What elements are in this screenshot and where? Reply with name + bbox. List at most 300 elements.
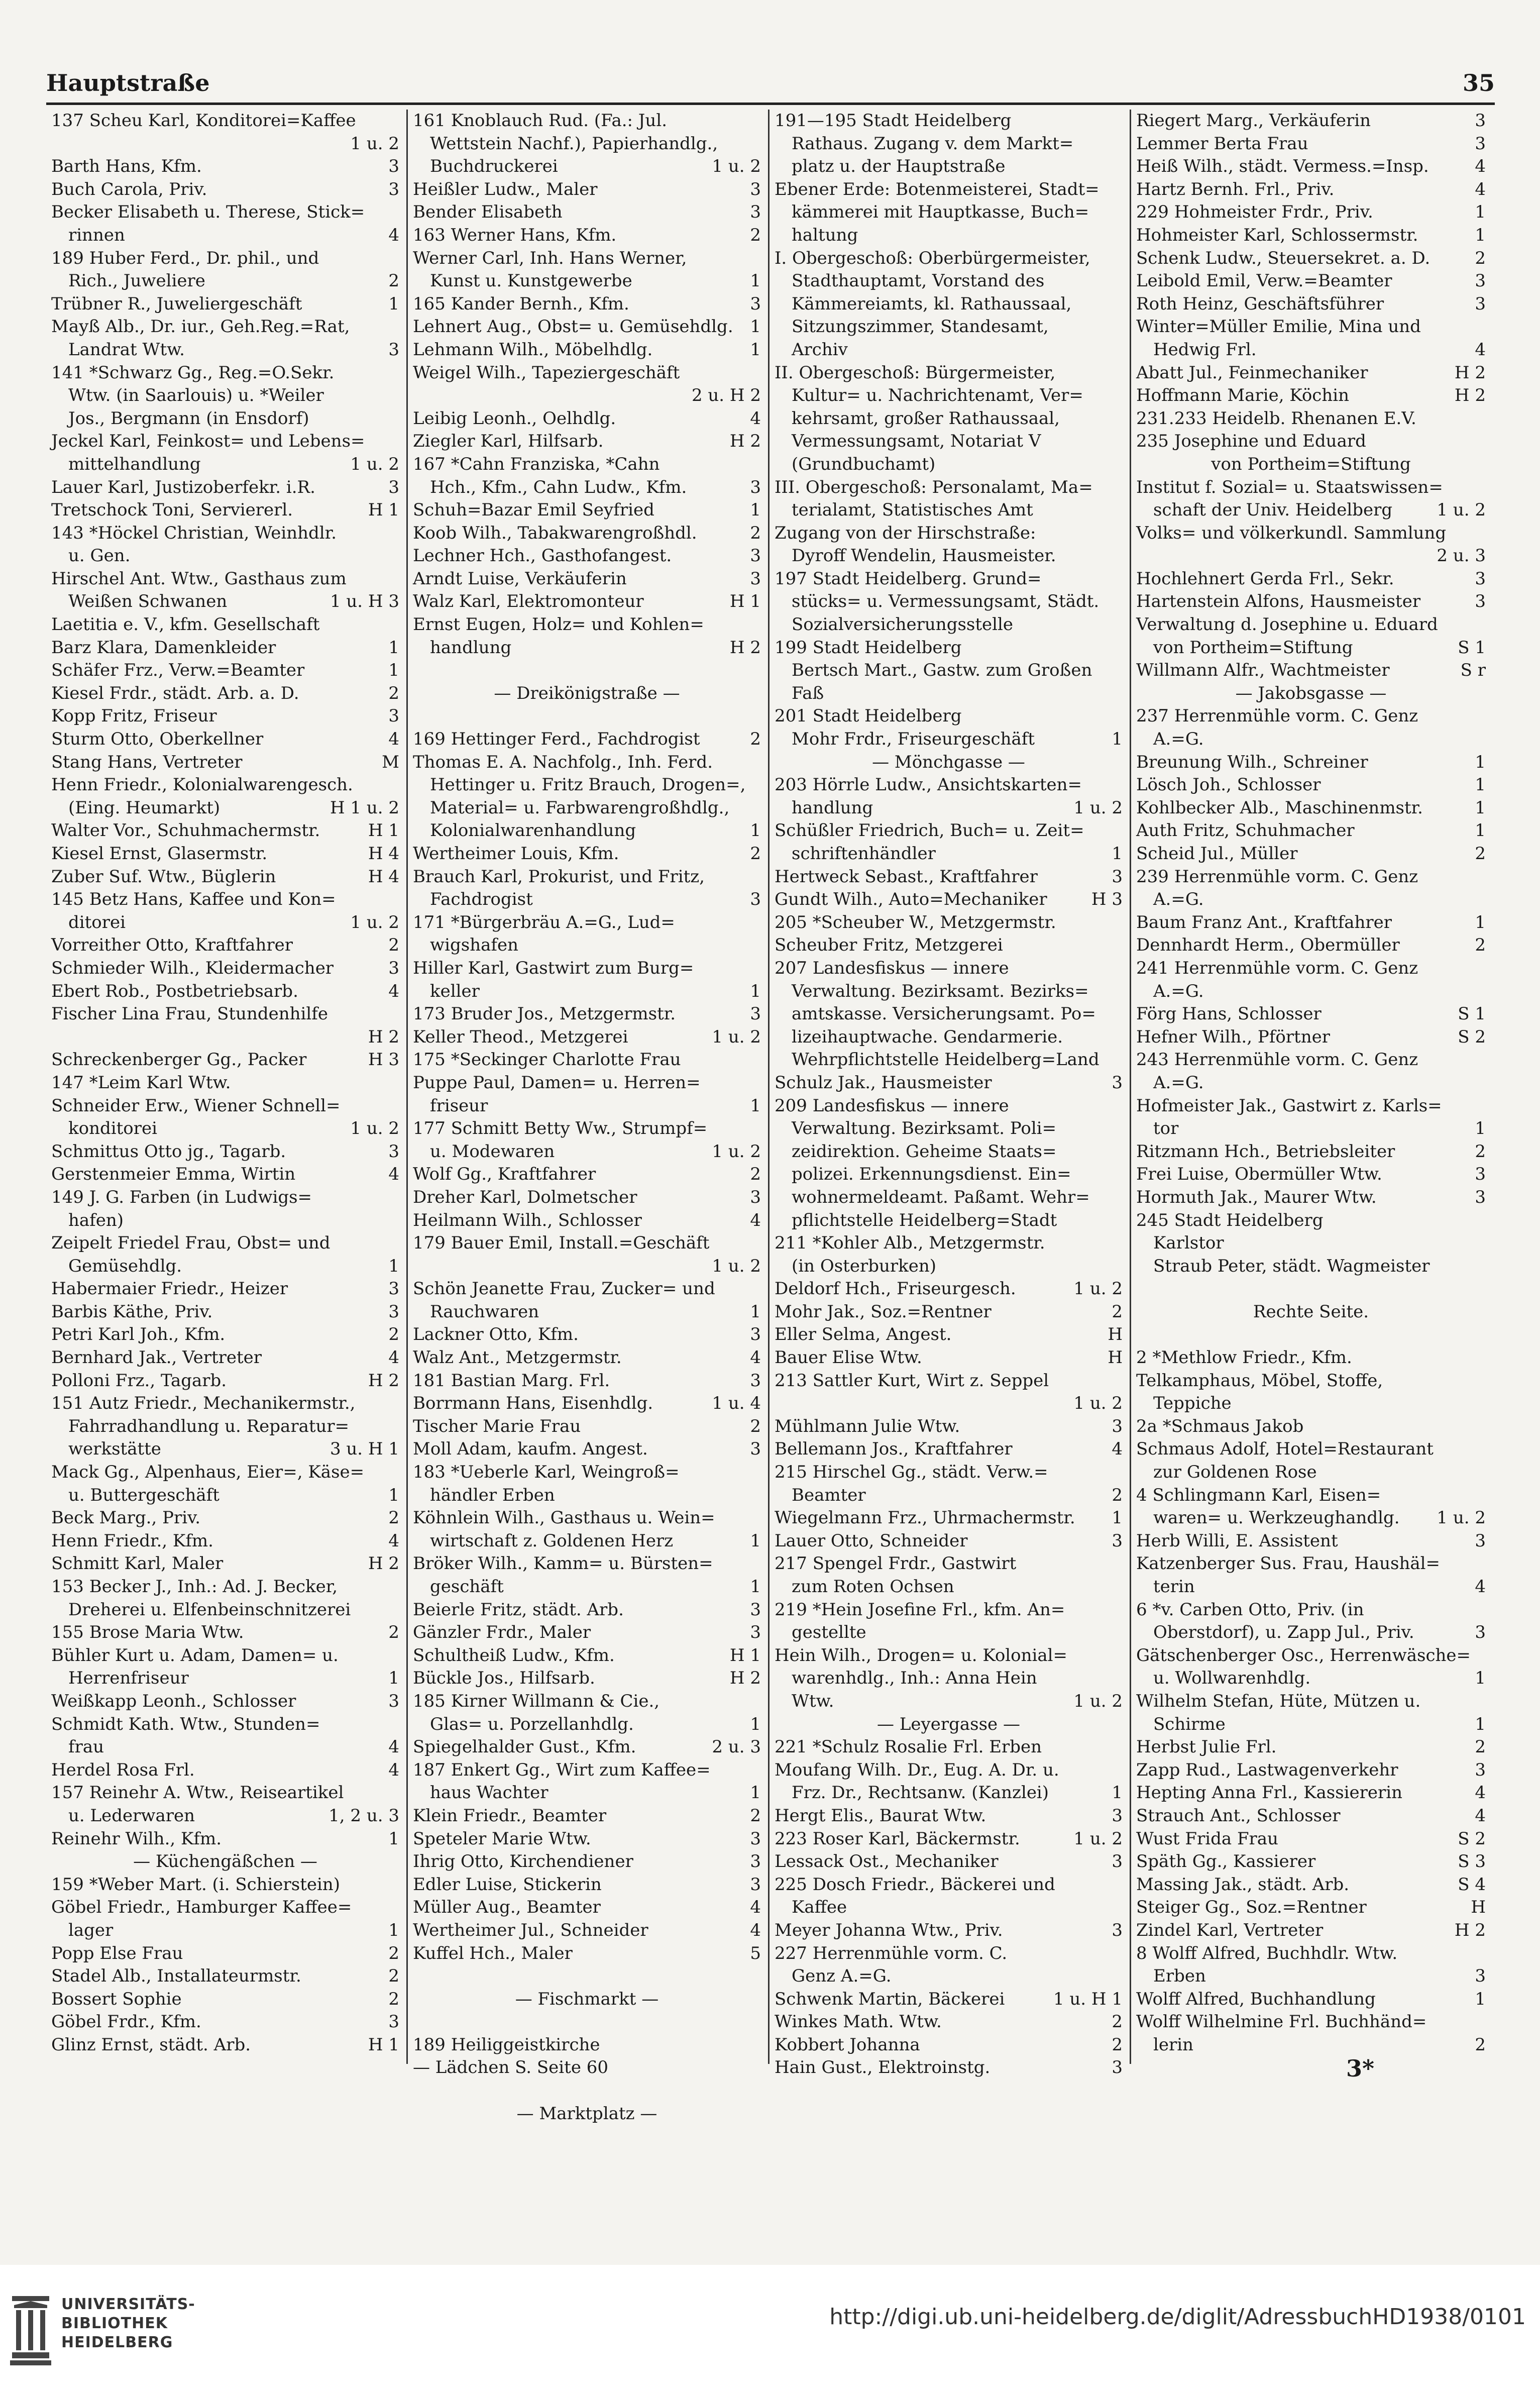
entry-text: zur Goldenen Rose	[1153, 1462, 1317, 1483]
entry-text: 217 Spengel Frdr., Gastwirt	[775, 1553, 1017, 1574]
directory-entry-line	[413, 1530, 761, 1553]
entry-floor: 1 u. 2	[712, 1026, 761, 1047]
directory-entry-line	[775, 522, 1123, 545]
entry-text: Lehnert Aug., Obst= u. Gemüsehdlg.	[413, 317, 733, 337]
entry-text: Spiegelhalder Gust., Kfm.	[413, 1737, 636, 1757]
entry-text: Polloni Frz., Tagarb.	[51, 1370, 227, 1391]
entry-floor: 1	[750, 1530, 761, 1551]
entry-floor: 3	[750, 477, 761, 497]
page-signature: 3*	[1346, 2055, 1374, 2082]
entry-text: 163 Werner Hans, Kfm.	[413, 225, 617, 245]
entry-text: Dennhardt Herm., Obermüller	[1136, 935, 1400, 956]
directory-entry-line	[413, 1232, 761, 1255]
directory-entry-line	[775, 1346, 1123, 1370]
entry-floor: 1 u. 2	[350, 133, 399, 154]
directory-entry-line	[51, 1026, 399, 1049]
entry-floor: 1	[750, 271, 761, 291]
directory-entry-line	[51, 1095, 399, 1118]
entry-text: Bellemann Jos., Kraftfahrer	[775, 1439, 1013, 1460]
directory-entry-line	[413, 1667, 761, 1690]
entry-text: Ziegler Karl, Hilfsarb.	[413, 431, 604, 452]
directory-entry-line	[51, 1072, 399, 1095]
directory-entry-line	[413, 1140, 761, 1164]
entry-text: 221 *Schulz Rosalie Frl. Erben	[775, 1737, 1042, 1757]
directory-entry-line	[1136, 1003, 1486, 1026]
entry-floor: 3	[1475, 568, 1486, 589]
entry-text: Lauer Otto, Schneider	[775, 1530, 968, 1551]
entry-text: Habermaier Friedr., Heizer	[51, 1279, 288, 1299]
entry-text: händler Erben	[430, 1485, 555, 1505]
directory-entry-line	[413, 590, 761, 613]
directory-entry-line	[413, 1805, 761, 1828]
entry-floor: 1 u. 2	[1437, 500, 1486, 521]
entry-floor: 1	[1475, 225, 1486, 245]
entry-text: von Portheim=Stiftung	[1153, 637, 1353, 658]
entry-floor: H 1	[368, 2034, 399, 2055]
entry-floor: H 4	[368, 866, 399, 887]
directory-entry-line	[51, 1759, 399, 1782]
directory-entry-line	[1136, 1782, 1486, 1805]
entry-text: Bauer Elise Wtw.	[775, 1347, 922, 1368]
entry-text: Heißler Ludw., Maler	[413, 179, 598, 199]
directory-entry-line	[775, 1942, 1123, 1965]
directory-entry-line	[413, 774, 761, 797]
entry-text: Schmieder Wilh., Kleidermacher	[51, 958, 334, 978]
directory-entry-line	[1136, 1186, 1486, 1209]
entry-text: 179 Bauer Emil, Install.=Geschäft	[413, 1233, 710, 1254]
directory-entry-line	[413, 843, 761, 866]
directory-entry-line	[1136, 224, 1486, 247]
directory-entry-line	[51, 843, 399, 866]
directory-entry-line	[775, 1850, 1123, 1874]
entry-text: wirtschaft z. Goldenen Herz	[430, 1530, 674, 1551]
entry-floor: 3	[1475, 133, 1486, 154]
entry-text: Klein Friedr., Beamter	[413, 1805, 607, 1826]
directory-entry-line	[51, 1782, 399, 1805]
entry-floor: 3	[750, 568, 761, 589]
directory-entry-line	[51, 934, 399, 957]
directory-entry-line	[1136, 1552, 1486, 1576]
entry-text: konditorei	[68, 1118, 157, 1139]
entry-text: Breunung Wilh., Schreiner	[1136, 752, 1368, 772]
directory-entry-line	[775, 1896, 1123, 1919]
directory-entry-line	[1136, 1461, 1486, 1484]
entry-text: Heilmann Wilh., Schlosser	[413, 1210, 642, 1230]
directory-entry-line	[51, 316, 399, 339]
entry-text: 181 Bastian Marg. Frl.	[413, 1370, 610, 1391]
entry-floor: 3	[1475, 1759, 1486, 1780]
entry-text: Lessack Ost., Mechaniker	[775, 1851, 999, 1872]
entry-text: lager	[68, 1920, 114, 1940]
directory-entry-line	[51, 499, 399, 522]
directory-entry-line	[413, 934, 761, 957]
directory-entry-line	[51, 293, 399, 316]
directory-entry-line	[775, 774, 1123, 797]
entry-text: Buch Carola, Priv.	[51, 179, 207, 199]
entry-text: Zindel Karl, Vertreter	[1136, 1920, 1324, 1940]
entry-text: Wtw. (in Saarlouis) u. *Weiler	[68, 385, 324, 406]
directory-entry-line	[1136, 1736, 1486, 1759]
entry-text: Winter=Müller Emilie, Mina und	[1136, 317, 1421, 337]
entry-floor: 3	[388, 1691, 399, 1711]
entry-floor: 1	[750, 339, 761, 360]
directory-entry-line	[413, 2034, 761, 2057]
entry-text: schriftenhändler	[792, 844, 936, 864]
entry-text: 167 *Cahn Franziska, *Cahn	[413, 454, 660, 474]
entry-floor: 3	[388, 179, 399, 199]
entry-text: Ebener Erde: Botenmeisterei, Stadt=	[775, 179, 1099, 199]
directory-entry-line	[413, 247, 761, 270]
entry-text: A.=G.	[1153, 981, 1204, 1001]
entry-floor: 1	[750, 317, 761, 337]
entry-floor: 4	[388, 1530, 399, 1551]
directory-entry-line	[775, 659, 1123, 682]
entry-floor: 4	[388, 729, 399, 750]
entry-text: Hirschel Ant. Wtw., Gasthaus zum	[51, 568, 347, 589]
section-heading	[51, 1850, 399, 1874]
entry-floor: 3	[1475, 1164, 1486, 1185]
entry-floor: 3	[388, 339, 399, 360]
directory-entry-line	[413, 1644, 761, 1668]
entry-text: Fahrradhandlung u. Reparatur=	[68, 1416, 350, 1436]
directory-entry-line	[413, 201, 761, 224]
directory-entry-line	[775, 728, 1123, 751]
entry-text: u. Lederwaren	[68, 1805, 195, 1826]
column-3	[769, 110, 1131, 2078]
entry-floor: 2	[388, 271, 399, 291]
directory-entry-line	[413, 2011, 761, 2034]
entry-floor: 2 u. 3	[1437, 546, 1486, 566]
entry-floor: 1	[1112, 844, 1123, 864]
entry-text: I. Obergeschoß: Oberbürgermeister,	[775, 248, 1090, 268]
directory-entry-line	[51, 384, 399, 407]
entry-floor: 3	[750, 1439, 761, 1460]
entry-floor: 3	[388, 2012, 399, 2032]
directory-entry-line	[775, 1599, 1123, 1622]
directory-entry-line	[1136, 499, 1486, 522]
entry-text: Lehmann Wilh., Möbelhdlg.	[413, 339, 653, 360]
entry-text: Zapp Rud., Lastwagenverkehr	[1136, 1759, 1398, 1780]
directory-entry-line	[51, 751, 399, 774]
entry-floor: 1	[750, 1095, 761, 1116]
page-number: 35	[1462, 69, 1495, 96]
entry-text: Mühlmann Julie Wtw.	[775, 1416, 960, 1436]
directory-entry-line	[51, 1690, 399, 1713]
entry-text: — Fischmarkt —	[515, 1989, 659, 2009]
directory-entry-line	[413, 1095, 761, 1118]
directory-entry-line	[51, 522, 399, 545]
entry-floor: 5	[750, 1943, 761, 1963]
entry-floor: 1, 2 u. 3	[328, 1805, 399, 1826]
directory-entry-line	[51, 637, 399, 660]
entry-floor: 1	[1475, 1989, 1486, 2009]
entry-floor: 3	[750, 1599, 761, 1620]
entry-text: polizei. Erkennungsdienst. Ein=	[792, 1164, 1071, 1185]
directory-entry-line	[1136, 430, 1486, 453]
directory-entry-line	[1136, 1988, 1486, 2011]
directory-entry-line	[413, 866, 761, 889]
entry-floor: 3	[750, 179, 761, 199]
entry-text: Gerstenmeier Emma, Wirtin	[51, 1164, 296, 1185]
entry-floor: 1	[1475, 752, 1486, 772]
directory-entry-line	[413, 568, 761, 591]
entry-floor: H 2	[368, 1370, 399, 1391]
directory-entry-line	[413, 110, 761, 133]
entry-floor: 1 u. 2	[1073, 1279, 1123, 1299]
section-heading	[1136, 453, 1486, 476]
directory-entry-line	[413, 659, 761, 682]
entry-floor: H 4	[368, 844, 399, 864]
entry-text: Jeckel Karl, Feinkost= und Lebens=	[51, 431, 365, 452]
directory-entry-line	[51, 407, 399, 431]
directory-entry-line	[413, 1759, 761, 1782]
entry-text: 8 Wolff Alfred, Buchhdlr. Wtw.	[1136, 1943, 1398, 1963]
directory-entry-line	[413, 728, 761, 751]
entry-text: Bender Elisabeth	[413, 202, 563, 223]
directory-entry-line	[1136, 339, 1486, 362]
directory-entry-line	[413, 316, 761, 339]
directory-entry-line	[1136, 476, 1486, 499]
entry-floor: 3	[1112, 1530, 1123, 1551]
entry-text: Mohr Jak., Soz.=Rentner	[775, 1301, 992, 1322]
entry-text: Straub Peter, städt. Wagmeister	[1153, 1256, 1430, 1276]
entry-text: Lösch Joh., Schlosser	[1136, 775, 1321, 795]
entry-floor: H 1	[368, 820, 399, 841]
directory-entry-line	[775, 1163, 1123, 1186]
entry-text: wigshafen	[430, 935, 518, 956]
entry-floor: 1	[388, 1256, 399, 1276]
entry-text: 199 Stadt Heidelberg	[775, 637, 962, 658]
directory-entry-line	[51, 1255, 399, 1278]
directory-entry-line	[51, 1736, 399, 1759]
directory-entry-line	[1136, 1209, 1486, 1232]
entry-text: Barz Klara, Damenkleider	[51, 637, 276, 658]
entry-text: Gemüsehdlg.	[68, 1256, 182, 1276]
entry-text: Borrmann Hans, Eisenhdlg.	[413, 1393, 653, 1414]
entry-floor: 1	[388, 660, 399, 681]
entry-floor: 2	[1475, 1141, 1486, 1162]
directory-entry-line	[413, 178, 761, 201]
directory-entry-line	[1136, 316, 1486, 339]
directory-entry-line	[413, 1003, 761, 1026]
directory-entry-line	[51, 178, 399, 201]
directory-entry-line	[51, 362, 399, 385]
entry-text: kämmerei mit Hauptkasse, Buch=	[792, 202, 1089, 223]
directory-entry-line	[775, 1805, 1123, 1828]
entry-text: Material= u. Farbwarengroßhdlg.,	[430, 797, 730, 818]
entry-text: Hormuth Jak., Maurer Wtw.	[1136, 1187, 1377, 1207]
entry-text: Barbis Käthe, Priv.	[51, 1301, 213, 1322]
entry-floor: 1 u. 2	[712, 1256, 761, 1276]
directory-entry-line	[51, 1461, 399, 1484]
entry-text: 155 Brose Maria Wtw.	[51, 1622, 244, 1643]
entry-text: Zuber Suf. Wtw., Büglerin	[51, 866, 276, 887]
column-1	[46, 110, 408, 2064]
entry-text: 143 *Höckel Christian, Weinhdlr.	[51, 523, 337, 543]
entry-text: warenhdlg., Inh.: Anna Hein	[792, 1668, 1037, 1689]
entry-text: Wiegelmann Frz., Uhrmachermstr.	[775, 1508, 1075, 1528]
directory-entry-line	[413, 1942, 761, 1965]
entry-text: Leibold Emil, Verw.=Beamter	[1136, 271, 1392, 291]
directory-entry-line	[775, 2034, 1123, 2057]
entry-text: Müller Aug., Beamter	[413, 1897, 601, 1918]
entry-text: 205 *Scheuber W., Metzgermstr.	[775, 912, 1056, 932]
entry-floor: 2	[750, 523, 761, 543]
directory-entry-line	[775, 1026, 1123, 1049]
entry-text: Becker Elisabeth u. Therese, Stick=	[51, 202, 365, 223]
entry-text: 191—195 Stadt Heidelberg	[775, 111, 1012, 131]
entry-text: Kiesel Frdr., städt. Arb. a. D.	[51, 683, 299, 703]
entry-text: 213 Sattler Kurt, Wirt z. Seppel	[775, 1370, 1049, 1391]
entry-text: terialamt, Statistisches Amt	[792, 500, 1033, 521]
directory-entry-line	[413, 751, 761, 774]
entry-floor: 1	[388, 1828, 399, 1849]
entry-text: Mayß Alb., Dr. iur., Geh.Reg.=Rat,	[51, 317, 350, 337]
entry-floor: 1	[388, 293, 399, 314]
directory-entry-line	[51, 1209, 399, 1232]
directory-entry-line	[51, 1232, 399, 1255]
entry-text: platz u. der Hauptstraße	[792, 156, 1006, 177]
directory-entry-line	[775, 430, 1123, 453]
entry-text: Göbel Friedr., Hamburger Kaffee=	[51, 1897, 352, 1918]
entry-text: Hch., Kfm., Cahn Ludw., Kfm.	[430, 477, 687, 497]
entry-text: keller	[430, 981, 480, 1001]
entry-text: Kolonialwarenhandlung	[430, 820, 636, 841]
entry-text: Schirme	[1153, 1714, 1226, 1734]
entry-floor: H 2	[729, 1668, 761, 1689]
entry-floor: 1	[388, 1485, 399, 1505]
entry-floor: H	[1108, 1347, 1123, 1368]
entry-floor: 3	[1112, 1416, 1123, 1436]
directory-entry-line	[1136, 247, 1486, 270]
directory-entry-line	[51, 476, 399, 499]
entry-text: Sozialversicherungsstelle	[792, 614, 1014, 635]
entry-floor: 1	[750, 981, 761, 1001]
entry-floor: 3	[1475, 111, 1486, 131]
directory-entry-line	[1136, 1599, 1486, 1622]
directory-entry-line	[775, 362, 1123, 385]
entry-text: 169 Hettinger Ferd., Fachdrogist	[413, 729, 700, 750]
page-header-title: Hauptstraße	[46, 69, 210, 96]
entry-text: 189 Heiliggeistkirche	[413, 2034, 600, 2055]
column-2	[408, 110, 769, 2124]
entry-floor: H 1	[368, 500, 399, 521]
entry-text: 165 Kander Bernh., Kfm.	[413, 293, 629, 314]
entry-floor: 2	[388, 935, 399, 956]
entry-text: Rathaus. Zugang v. dem Markt=	[792, 133, 1074, 154]
entry-text: Riegert Marg., Verkäuferin	[1136, 111, 1371, 131]
entry-text: Hartz Bernh. Frl., Priv.	[1136, 179, 1335, 199]
entry-floor: 3	[750, 889, 761, 910]
entry-floor: 4	[388, 225, 399, 245]
entry-text: Hochlehnert Gerda Frl., Sekr.	[1136, 568, 1394, 589]
entry-text: Leibig Leonh., Oelhdlg.	[413, 408, 616, 429]
entry-text: Hain Gust., Elektroinstg.	[775, 2057, 991, 2078]
entry-text: geschäft	[430, 1577, 504, 1597]
directory-entry-line	[1136, 1644, 1486, 1668]
entry-text: Moll Adam, kaufm. Angest.	[413, 1439, 648, 1460]
directory-entry-line	[775, 178, 1123, 201]
directory-entry-line	[413, 1690, 761, 1713]
entry-text: Meyer Johanna Wtw., Priv.	[775, 1920, 1003, 1940]
directory-entry-line	[1136, 888, 1486, 911]
source-url-link[interactable]: http://digi.ub.uni-heidelberg.de/diglit/AdressbuchHD1938/0101	[829, 2304, 1526, 2330]
entry-text: Hedwig Frl.	[1153, 339, 1257, 360]
entry-text: II. Obergeschoß: Bürgermeister,	[775, 362, 1056, 383]
directory-entry-line	[51, 1438, 399, 1461]
directory-entry-line	[51, 1346, 399, 1370]
entry-text: Archiv	[792, 339, 848, 360]
entry-floor: 3	[1112, 1920, 1123, 1940]
entry-text: Oberstdorf), u. Zapp Jul., Priv.	[1153, 1622, 1414, 1643]
directory-entry-line	[51, 1552, 399, 1576]
directory-entry-line	[51, 728, 399, 751]
entry-text: hafen)	[68, 1210, 124, 1230]
entry-floor: 3	[750, 202, 761, 223]
entry-floor: 4	[750, 1210, 761, 1230]
directory-entry-line	[1136, 1667, 1486, 1690]
entry-text: Fischer Lina Frau, Stundenhilfe	[51, 1004, 328, 1024]
directory-entry-line	[51, 1186, 399, 1209]
directory-entry-line	[413, 1484, 761, 1507]
directory-entry-line	[1136, 911, 1486, 934]
entry-text: Schmidt Kath. Wtw., Stunden=	[51, 1714, 320, 1734]
entry-text: ditorei	[68, 912, 126, 932]
directory-entry-line	[775, 1072, 1123, 1095]
directory-entry-line	[775, 545, 1123, 568]
entry-text: Dreherei u. Elfenbeinschnitzerei	[68, 1599, 351, 1620]
entry-floor: 3	[1475, 1187, 1486, 1207]
entry-floor: 1	[388, 1668, 399, 1689]
entry-text: Verwaltung. Bezirksamt. Poli=	[792, 1118, 1057, 1139]
entry-text: Glas= u. Porzellanhdlg.	[430, 1714, 634, 1734]
entry-text: Hertweck Sebast., Kraftfahrer	[775, 866, 1038, 887]
directory-entry-line	[1136, 637, 1486, 660]
directory-entry-line	[1136, 1095, 1486, 1118]
entry-text: 151 Autz Friedr., Mechanikermstr.,	[51, 1393, 356, 1414]
entry-floor: S 4	[1458, 1874, 1486, 1895]
directory-entry-line	[51, 2034, 399, 2057]
directory-entry-line	[413, 1072, 761, 1095]
section-heading	[1136, 682, 1486, 705]
entry-text: Schmittus Otto jg., Tagarb.	[51, 1141, 286, 1162]
entry-floor: 1 u. 2	[712, 156, 761, 177]
directory-entry-line	[775, 568, 1123, 591]
directory-entry-line	[1136, 1713, 1486, 1736]
directory-entry-line	[413, 1255, 761, 1278]
entry-text: Tretschock Toni, Serviererl.	[51, 500, 293, 521]
directory-entry-line	[413, 888, 761, 911]
directory-entry-line	[413, 1209, 761, 1232]
directory-entry-line	[775, 1438, 1123, 1461]
entry-floor: 2	[388, 1622, 399, 1643]
directory-entry-line	[413, 911, 761, 934]
directory-entry-line	[1136, 1415, 1486, 1438]
entry-text: Strauch Ant., Schlosser	[1136, 1805, 1341, 1826]
entry-text: Wettstein Nachf.), Papierhandlg.,	[430, 133, 718, 154]
directory-entry-line	[775, 1415, 1123, 1438]
directory-entry-line	[1136, 1621, 1486, 1644]
entry-floor: 1	[1112, 1508, 1123, 1528]
entry-floor: 2	[750, 729, 761, 750]
entry-text: Ritzmann Hch., Betriebsleiter	[1136, 1141, 1395, 1162]
entry-text: Frz. Dr., Rechtsanw. (Kanzlei)	[792, 1783, 1049, 1803]
entry-text: 183 *Ueberle Karl, Weingroß=	[413, 1462, 680, 1483]
entry-text: Kunst u. Kunstgewerbe	[430, 271, 632, 291]
entry-text: Hohmeister Karl, Schlossermstr.	[1136, 225, 1418, 245]
entry-text: 2 *Methlow Friedr., Kfm.	[1136, 1347, 1352, 1368]
entry-text: Trübner R., Juweliergeschäft	[51, 293, 302, 314]
